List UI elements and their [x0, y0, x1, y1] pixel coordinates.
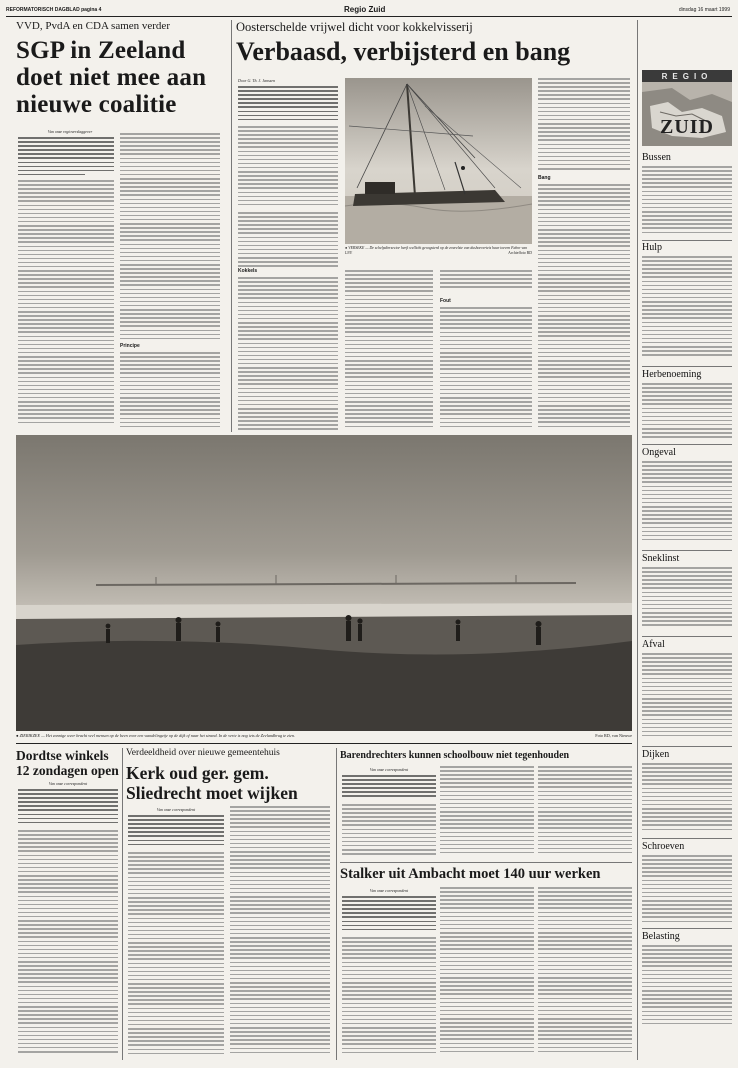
- headline-line: nieuwe coalitie: [16, 91, 177, 118]
- sidebar-item-title: Ongeval: [642, 447, 676, 458]
- photo-zierikzee: [16, 435, 632, 731]
- article-kicker: Barendrechters kunnen schoolbouw niet tegenhouden: [340, 750, 570, 761]
- sidebar-rule: [642, 636, 732, 637]
- section-rule: [16, 743, 632, 744]
- headline-line: Dordtse winkels: [16, 748, 109, 763]
- article-kicker: VVD, PvdA en CDA samen verder: [16, 20, 170, 32]
- article-byline: Van onze regioverslaggever: [47, 129, 93, 134]
- article-byline: Door G. Th. J. Janssen: [238, 78, 275, 83]
- sidebar-item-text: [642, 166, 732, 238]
- sidebar-item-title: Dijken: [642, 749, 670, 760]
- body-text: [238, 277, 338, 432]
- lead-paragraph: [342, 896, 436, 934]
- body-text: [538, 887, 632, 1058]
- photo-caption: [345, 246, 532, 255]
- headline-line: Sliedrecht moet wijken: [126, 783, 298, 803]
- caption-bullet: ●: [16, 733, 20, 738]
- lead-paragraph: [238, 86, 338, 124]
- body-text: [440, 307, 532, 432]
- article-kokkel: [236, 20, 616, 80]
- page-header: [6, 4, 732, 16]
- body-text: [440, 270, 532, 294]
- article-headline: Verbaasd, verbijsterd en bang: [236, 37, 571, 66]
- sidebar-rule: [642, 838, 732, 839]
- sidebar-rule: [642, 746, 732, 747]
- regio-zuid-logo: [642, 70, 732, 146]
- sidebar-item-title: Hulp: [642, 242, 662, 253]
- header-date: dinsdag 16 maart 1999: [678, 7, 730, 13]
- sidebar-rule: [642, 444, 732, 445]
- body-text: [342, 804, 436, 858]
- article-byline: Van onze correspondent: [156, 807, 196, 812]
- sidebar-item-text: [642, 461, 732, 547]
- photo-credit: Archieffoto RD: [508, 250, 532, 255]
- body-text: [120, 352, 220, 430]
- caption-text: VERSEKE — De schelpdiersector heeft wellicht geoogsterd op de zoveelste van dushoeverteis haar toeven Fabor van LNV.: [345, 246, 528, 255]
- sidebar-item-text: [642, 256, 732, 362]
- sidebar-rule: [642, 550, 732, 551]
- article-barendrecht: [340, 750, 632, 762]
- column-divider: [122, 748, 123, 1060]
- article-subhead: Fout: [440, 298, 451, 304]
- section-rule: [340, 862, 632, 863]
- photo-fishing-boat: [345, 78, 532, 244]
- body-text: [345, 270, 433, 432]
- header-paper-name: REFORMATORISCH DAGBLAD pagina 4: [6, 7, 102, 13]
- column-divider: [231, 20, 232, 432]
- fishing-boat-image: [345, 78, 532, 244]
- sidebar-item-text: [642, 855, 732, 925]
- header-rule: [6, 16, 732, 17]
- article-headline: [126, 763, 336, 803]
- sidebar-item-text: [642, 567, 732, 633]
- photo-credit: Foto RD, van Nieuwe: [595, 733, 632, 738]
- article-kicker: Verdeeldheid over nieuwe gemeentehuis: [126, 748, 280, 758]
- sidebar-item-text: [642, 945, 732, 1027]
- article-stalker: [340, 866, 632, 883]
- body-text: [18, 180, 114, 428]
- article-kerk-sliedrecht: [126, 748, 336, 803]
- body-text: [128, 852, 224, 1058]
- article-headline: [16, 37, 228, 118]
- article-headline: [16, 748, 120, 778]
- body-text: [440, 887, 534, 1058]
- caption-bullet: ●: [345, 246, 349, 250]
- beach-scene-image: [16, 435, 632, 731]
- body-text: [120, 133, 220, 343]
- regio-label: REGIO: [661, 71, 713, 81]
- article-kicker: Oosterschelde vrijwel dicht voor kokkelvisserij: [236, 20, 473, 34]
- sidebar-rule: [642, 928, 732, 929]
- body-text: [238, 126, 338, 209]
- sidebar-item-title: Schroeven: [642, 841, 685, 852]
- photo-caption: [16, 733, 632, 738]
- sidebar-item-text: [642, 383, 732, 441]
- body-text: [18, 830, 118, 1058]
- body-text: [230, 806, 330, 1058]
- article-byline: Van onze correspondent: [369, 767, 409, 772]
- body-text: [238, 212, 338, 270]
- lead-paragraph: [342, 775, 436, 801]
- article-byline: Van onze correspondent: [48, 781, 88, 786]
- sidebar-item-text: [642, 763, 732, 835]
- sidebar-item-title: Afval: [642, 639, 665, 650]
- sidebar-divider: [637, 20, 638, 1060]
- article-byline: Van onze correspondent: [369, 888, 409, 893]
- article-headline: Stalker uit Ambacht moet 140 uur werken: [340, 866, 601, 882]
- article-dordtse-winkels: [16, 748, 120, 778]
- article-subhead: Kokkels: [238, 268, 258, 274]
- sidebar-item-title: Herbenoeming: [642, 369, 702, 380]
- sidebar-item-title: Sneklinst: [642, 553, 680, 564]
- sidebar-item-title: Bussen: [642, 152, 671, 163]
- lead-paragraph: [18, 137, 114, 177]
- lead-paragraph: [18, 789, 118, 827]
- caption-text: ZIERIKZEE — Het zonnige weer bracht veel mensen op de been voor een wandelingetje op de dijk of naar het strand. In de verte is nog iets de Zeelandbrug te zien.: [19, 733, 295, 738]
- body-text: [538, 184, 630, 432]
- sidebar-rule: [642, 366, 732, 367]
- headline-line: doet niet mee aan: [16, 64, 207, 91]
- sidebar-item-title: Belasting: [642, 931, 680, 942]
- body-text: [342, 937, 436, 1058]
- headline-line: 12 zondagen open: [16, 763, 119, 778]
- article-subhead: Bang: [538, 175, 551, 181]
- headline-line: SGP in Zeeland: [16, 37, 186, 64]
- article-subhead: Principe: [120, 343, 140, 349]
- body-text: [538, 766, 632, 858]
- header-section: Regio Zuid: [344, 5, 386, 14]
- sidebar-item-text: [642, 653, 732, 741]
- column-divider: [336, 748, 337, 1060]
- sidebar-rule: [642, 240, 732, 241]
- body-text: [538, 78, 630, 174]
- lead-paragraph: [128, 815, 224, 849]
- zuid-label: ZUID: [659, 116, 714, 138]
- headline-line: Kerk oud ger. gem.: [126, 763, 269, 783]
- body-text: [440, 766, 534, 858]
